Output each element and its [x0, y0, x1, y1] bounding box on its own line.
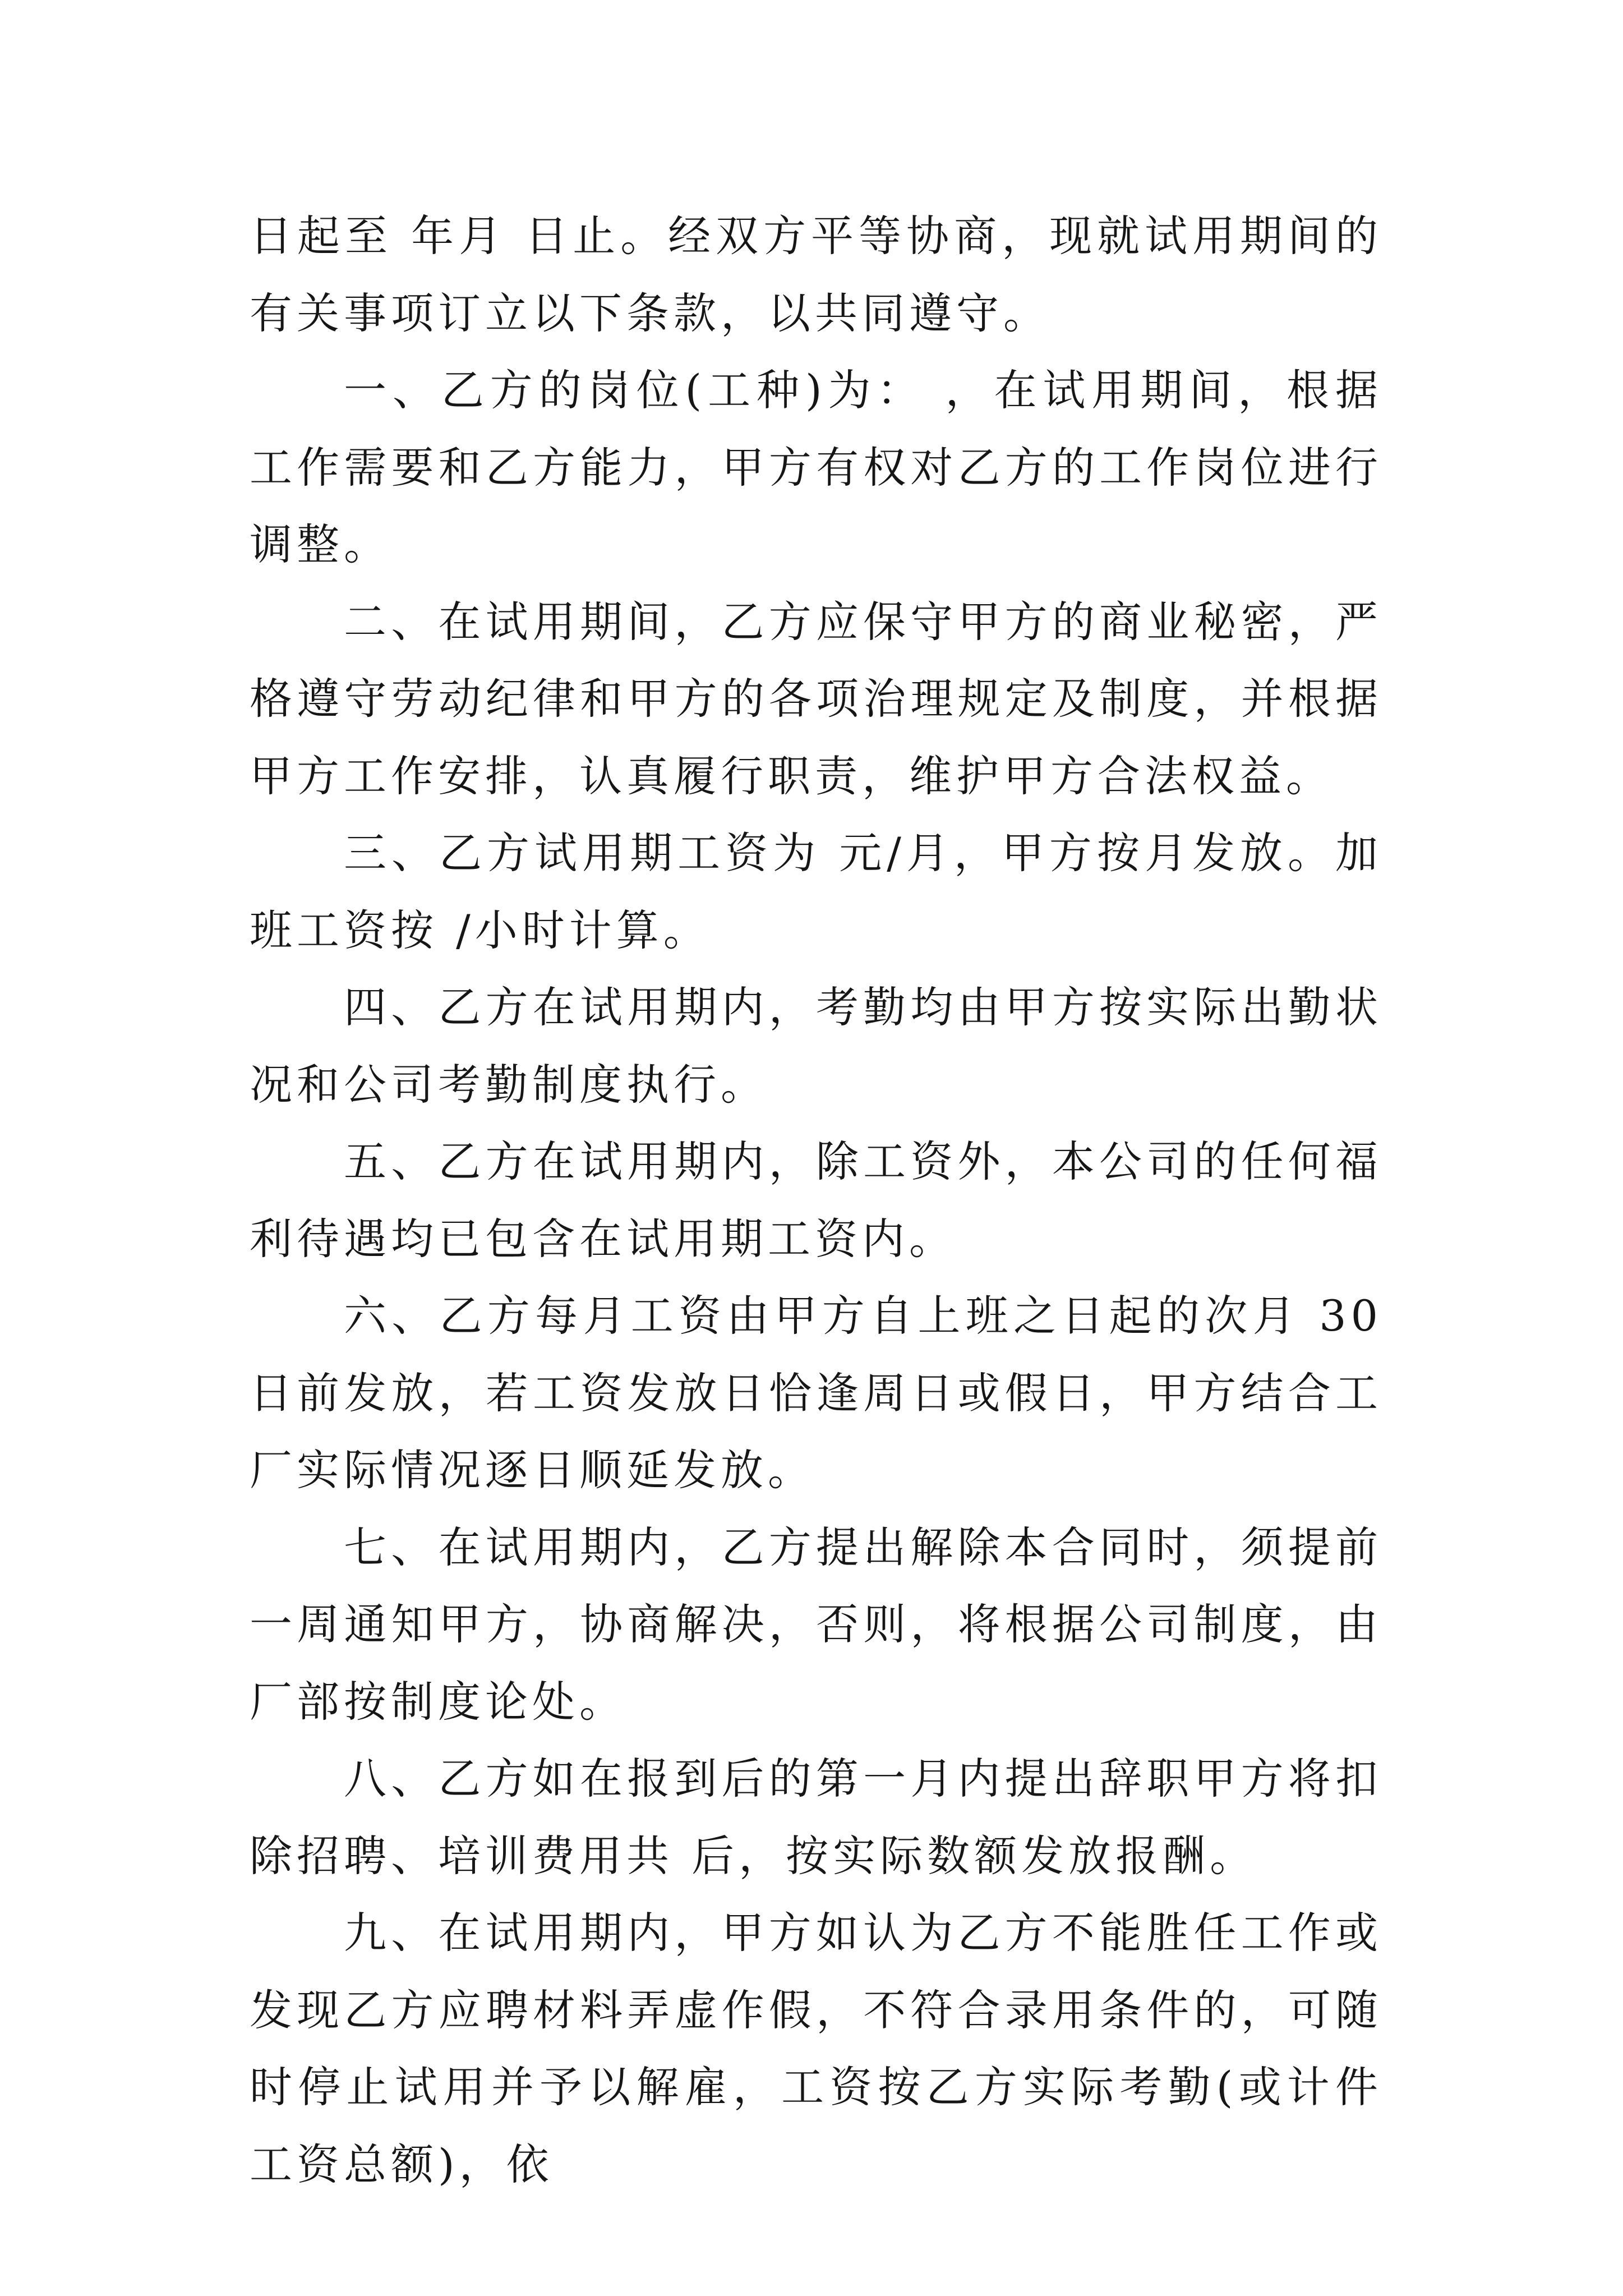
paragraph-clause-3: 三、乙方试用期工资为 元/月，甲方按月发放。加班工资按 /小时计算。	[250, 828, 1382, 955]
document-body	[250, 197, 1382, 2203]
paragraph-clause-5: 五、乙方在试用期内，除工资外，本公司的任何福利待遇均已包含在试用期工资内。	[250, 1137, 1382, 1264]
paragraph-clause-1: 一、乙方的岗位(工种)为： ，在试用期间，根据工作需要和乙方能力，甲方有权对乙方的工作岗位进行调整。	[250, 365, 1382, 569]
paragraph-clause-7: 七、在试用期内，乙方提出解除本合同时，须提前一周通知甲方，协商解决，否则，将根据公司制度，由厂部按制度论处。	[250, 1522, 1382, 1727]
paragraph-clause-6: 六、乙方每月工资由甲方自上班之日起的次月 30 日前发放，若工资发放日恰逢周日或假日，甲方结合工厂实际情况逐日顺延发放。	[250, 1291, 1382, 1495]
paragraph-clause-2: 二、在试用期间，乙方应保守甲方的商业秘密，严格遵守劳动纪律和甲方的各项治理规定及制度，并根据甲方工作安排，认真履行职责，维护甲方合法权益。	[250, 596, 1382, 801]
paragraph-continuation: 日起至 年月 日止。经双方平等协商，现就试用期间的有关事项订立以下条款，以共同遵守。	[250, 211, 1382, 338]
paragraph-clause-4: 四、乙方在试用期内，考勤均由甲方按实际出勤状况和公司考勤制度执行。	[250, 982, 1382, 1110]
paragraph-clause-8: 八、乙方如在报到后的第一月内提出辞职甲方将扣除招聘、培训费用共 后，按实际数额发放报酬。	[250, 1754, 1382, 1881]
paragraph-clause-9: 九、在试用期内，甲方如认为乙方不能胜任工作或发现乙方应聘材料弄虚作假，不符合录用条件的，可随时停止试用并予以解雇，工资按乙方实际考勤(或计件工资总额)，依	[250, 1908, 1382, 2189]
